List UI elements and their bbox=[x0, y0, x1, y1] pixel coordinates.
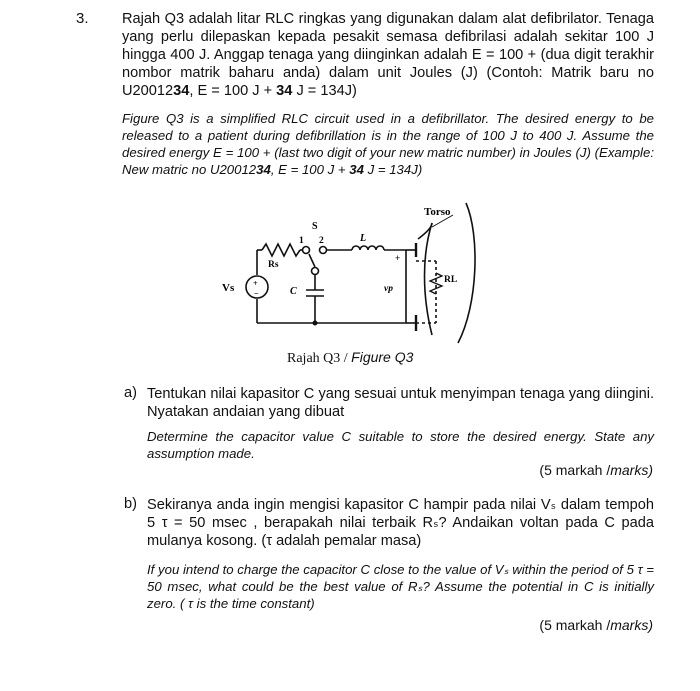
part-a-label: a) bbox=[124, 385, 137, 401]
label-capacitor: C bbox=[290, 286, 297, 297]
label-switch-pos1: 1 bbox=[299, 236, 304, 246]
torso-outline-inner bbox=[425, 223, 433, 335]
label-rs: Rs bbox=[268, 260, 279, 270]
label-rl: RL bbox=[444, 275, 458, 285]
label-torso: Torso bbox=[424, 206, 451, 218]
label-source-plus: + bbox=[253, 279, 258, 288]
part-b-marks: (5 markah /marks) bbox=[539, 617, 653, 633]
resistor-rs bbox=[262, 244, 300, 256]
figure-caption: Rajah Q3 / Figure Q3 bbox=[287, 349, 414, 366]
inductor-l bbox=[352, 246, 384, 250]
question-text-malay: Rajah Q3 adalah litar RLC ringkas yang digunakan dalam alat defibrilator. Tenaga yang perlu dilepaskan kepada pesakit semasa defibrilasi adalah sekitar 100 J hingga 400 J. Anggap tenaga yang diinginkan adalah E = 100 + (dua digit terakhir nombor matrik baharu anda) dalam unit Joules (J) (Contoh: Matrik baru no U2001234, E = 100 J + 34 J = 134J) bbox=[122, 11, 654, 99]
label-switch-pos2: 2 bbox=[319, 236, 324, 246]
part-a-marks: (5 markah /marks) bbox=[539, 462, 653, 478]
circuit-diagram bbox=[210, 195, 500, 345]
part-b-text-malay: Sekiranya anda ingin mengisi kapasitor C hampir pada nilai Vₛ dalam tempoh 5 τ = 50 msec , berapakah nilai terbaik Rₛ? Andaikan voltan pada C pada mulanya kosong. (τ adalah pemalar masa) bbox=[147, 497, 654, 549]
label-switch: S bbox=[312, 221, 318, 232]
switch-blade bbox=[309, 254, 315, 267]
question-number: 3. bbox=[76, 10, 89, 27]
part-b-text-english: If you intend to charge the capacitor C close to the value of Vₛ within the period of 5 τ = 50 msec, what could be the best value of Rₛ? Assume the potential in C is initially zero. ( τ is the time constant) bbox=[147, 562, 654, 611]
torso-outline-outer bbox=[458, 203, 475, 343]
label-vs: Vs bbox=[222, 282, 235, 294]
label-vp: vp bbox=[384, 284, 393, 294]
resistor-rl bbox=[430, 273, 442, 294]
part-a-text-malay: Tentukan nilai kapasitor C yang sesuai untuk menyimpan tenaga yang diingini. Nyatakan andaian yang dibuat bbox=[147, 386, 654, 420]
switch-terminal-2 bbox=[320, 247, 327, 254]
part-a-text-english: Determine the capacitor value C suitable to store the desired energy. State any assumption made. bbox=[147, 429, 654, 461]
label-vp-plus: + bbox=[395, 253, 401, 263]
switch-pivot bbox=[312, 268, 319, 275]
part-b-label: b) bbox=[124, 496, 137, 512]
label-inductor: L bbox=[360, 233, 367, 244]
question-text-english: Figure Q3 is a simplified RLC circuit used in a defibrillator. The desired energy to be released to a patient during defibrillation is in the range of 100 J to 400 J. Assume the desired energy E = 100 + (last two digit of your new matric number) in Joules (J) (Example: New matric no U2001234, E = 100 J + 34 J = 134J) bbox=[122, 111, 654, 177]
label-source-minus: − bbox=[254, 289, 259, 298]
switch-terminal-1 bbox=[303, 247, 310, 254]
